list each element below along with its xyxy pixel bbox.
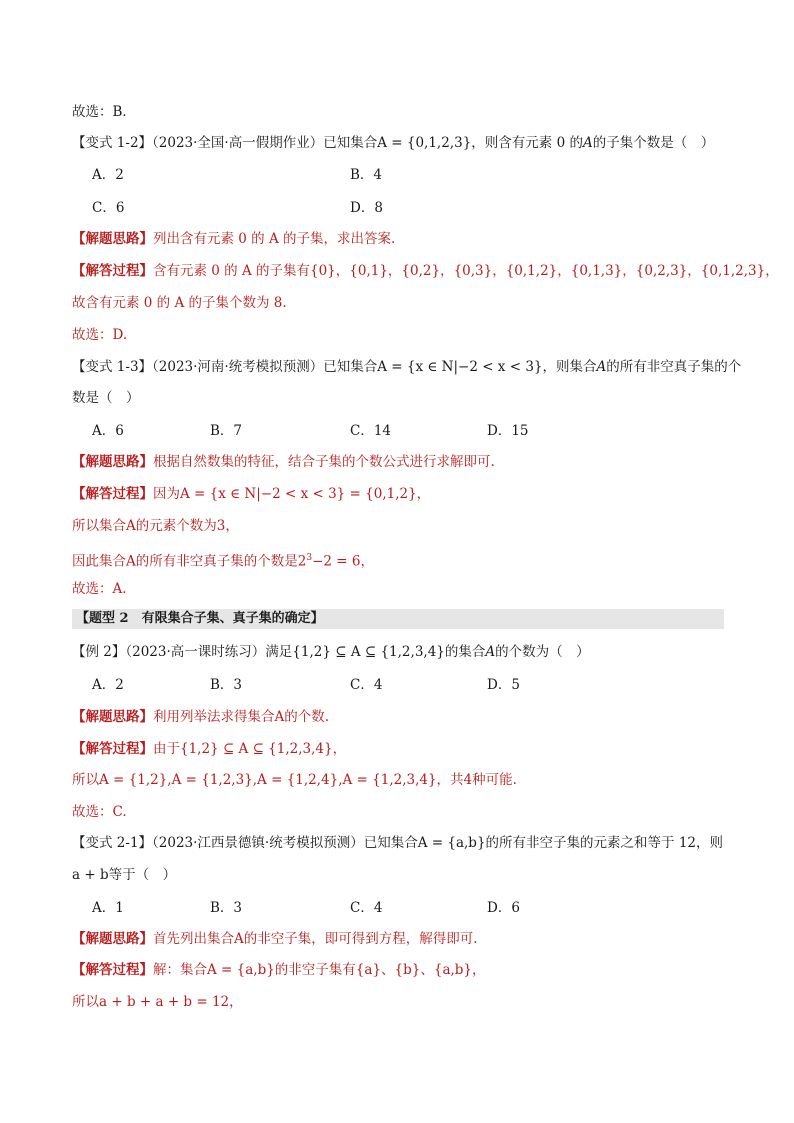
question-text: ，则含有元素 0 的 — [471, 135, 583, 151]
option-a: A．2 — [92, 677, 124, 693]
question-variant-2-1 — [72, 834, 723, 852]
solution-idea-tag: 【解题思路】 — [72, 931, 153, 947]
option-d: D．8 — [350, 200, 383, 216]
question-variant-1-2 — [72, 134, 714, 152]
option-a: A．1 — [92, 900, 124, 916]
solution-process-tag: 【解答过程】 — [72, 486, 153, 502]
solution-idea-tag: 【解题思路】 — [72, 709, 153, 725]
answer-text: 故选：B． — [72, 104, 136, 120]
solution-text: 因此集合A的所有非空真子集的个数是2 — [72, 553, 307, 570]
option-b: B．4 — [350, 167, 383, 183]
option-b: B．3 — [210, 677, 243, 693]
solution-idea-text: 列出含有元素 0 的 A 的子集，求出答案. — [153, 231, 396, 247]
solution-process-text: 含有元素 0 的 A 的子集有{0}，{0,1}，{0,2}，{0,3}，{0,1,2}，{0,1,3}，{0,2,3}，{0,1,2,3}， — [153, 263, 779, 279]
option-d: D．6 — [487, 900, 520, 916]
solution-idea — [72, 708, 329, 726]
solution-idea-text: 根据自然数集的特征，结合子集的个数公式进行求解即可. — [153, 454, 495, 470]
option-d: D．5 — [487, 677, 520, 693]
solution-idea-text: 首先列出集合A的非空子集，即可得到方程，解得即可. — [153, 931, 478, 947]
question-continuation: 数是（ ） — [72, 390, 140, 406]
section-heading: 【题型 2 有限集合子集、真子集的确定】 — [72, 609, 724, 629]
solution-process-text: 因为A = {x ∈ N|−2 < x < 3} = {0,1,2}， — [153, 486, 431, 502]
option-c: C．4 — [350, 900, 383, 916]
solution-process — [72, 740, 346, 758]
question-text: 的所有非空子集的元素之和等于 12，则 — [485, 835, 724, 851]
solution-line: 所以a + b + a + b = 12， — [72, 994, 243, 1010]
answer-line: 故选：C. — [72, 804, 127, 820]
solution-process-tag: 【解答过程】 — [72, 263, 153, 279]
question-text: ，则集合 — [542, 359, 597, 375]
solution-text: −2 = 6， — [312, 553, 374, 570]
option-d: D．15 — [487, 423, 529, 439]
answer-line: 故选：D. — [72, 327, 128, 343]
option-c: C．6 — [92, 200, 125, 216]
solution-idea — [72, 930, 478, 948]
exponent: 3 — [306, 553, 313, 563]
solution-process-text: 解：集合A = {a,b}的非空子集有{a}、{b}、{a,b}， — [153, 962, 486, 978]
question-text: 【例 2】（2023·高一课时练习）满足 — [72, 644, 293, 660]
question-text: 【变式 1-3】（2023·河南·统考模拟预测）已知集合 — [72, 359, 378, 375]
option-b: B．7 — [210, 423, 243, 439]
option-b: B．3 — [210, 900, 243, 916]
solution-process — [72, 961, 486, 979]
math-variable: A — [596, 359, 607, 375]
question-text: 的个数为（ ） — [495, 644, 590, 660]
solution-idea — [72, 453, 495, 471]
math-variable: A — [582, 135, 593, 151]
question-variant-1-3 — [72, 358, 741, 376]
question-text: 【变式 2-1】（2023·江西景德镇·统考模拟预测）已知集合 — [72, 835, 418, 851]
question-text: 的所有非空真子集的个 — [606, 359, 742, 375]
math-expression: A = {a,b} — [417, 835, 486, 851]
question-text: 的子集个数是（ ） — [592, 135, 715, 151]
math-expression: A = {x ∈ N|−2 < x < 3} — [377, 359, 543, 375]
question-text: 【变式 1-2】（2023·全国·高一假期作业）已知集合 — [72, 135, 378, 151]
math-expression: A = {0,1,2,3} — [377, 135, 472, 151]
question-continuation: a + b等于（ ） — [72, 867, 177, 883]
solution-process-tag: 【解答过程】 — [72, 962, 153, 978]
solution-idea-tag: 【解题思路】 — [72, 454, 153, 470]
solution-process-tag: 【解答过程】 — [72, 741, 153, 757]
solution-idea-tag: 【解题思路】 — [72, 231, 153, 247]
solution-line: 所以集合A的元素个数为3， — [72, 518, 239, 534]
solution-idea — [72, 230, 395, 248]
option-a: A．6 — [92, 423, 124, 439]
answer-line: 故选：A. — [72, 581, 127, 597]
question-text: 的集合 — [444, 644, 486, 660]
option-c: C．4 — [350, 677, 383, 693]
solution-line: 故含有元素 0 的 A 的子集个数为 8. — [72, 295, 287, 311]
answer-line — [72, 103, 136, 121]
math-expression: {1,2} ⊆ A ⊆ {1,2,3,4} — [292, 644, 445, 660]
math-variable: A — [485, 644, 496, 660]
solution-idea-text: 利用列举法求得集合A的个数. — [153, 709, 330, 725]
option-a: A．2 — [92, 167, 124, 183]
solution-process-text: 由于{1,2} ⊆ A ⊆ {1,2,3,4}， — [153, 741, 347, 757]
solution-process — [72, 485, 430, 503]
question-example-2 — [72, 643, 590, 661]
solution-line: 所以A = {1,2},A = {1,2,3},A = {1,2,4},A = {1,2,3,4}，共4种可能. — [72, 772, 517, 788]
option-c: C．14 — [350, 423, 392, 439]
solution-line — [72, 549, 374, 571]
solution-process — [72, 262, 779, 280]
